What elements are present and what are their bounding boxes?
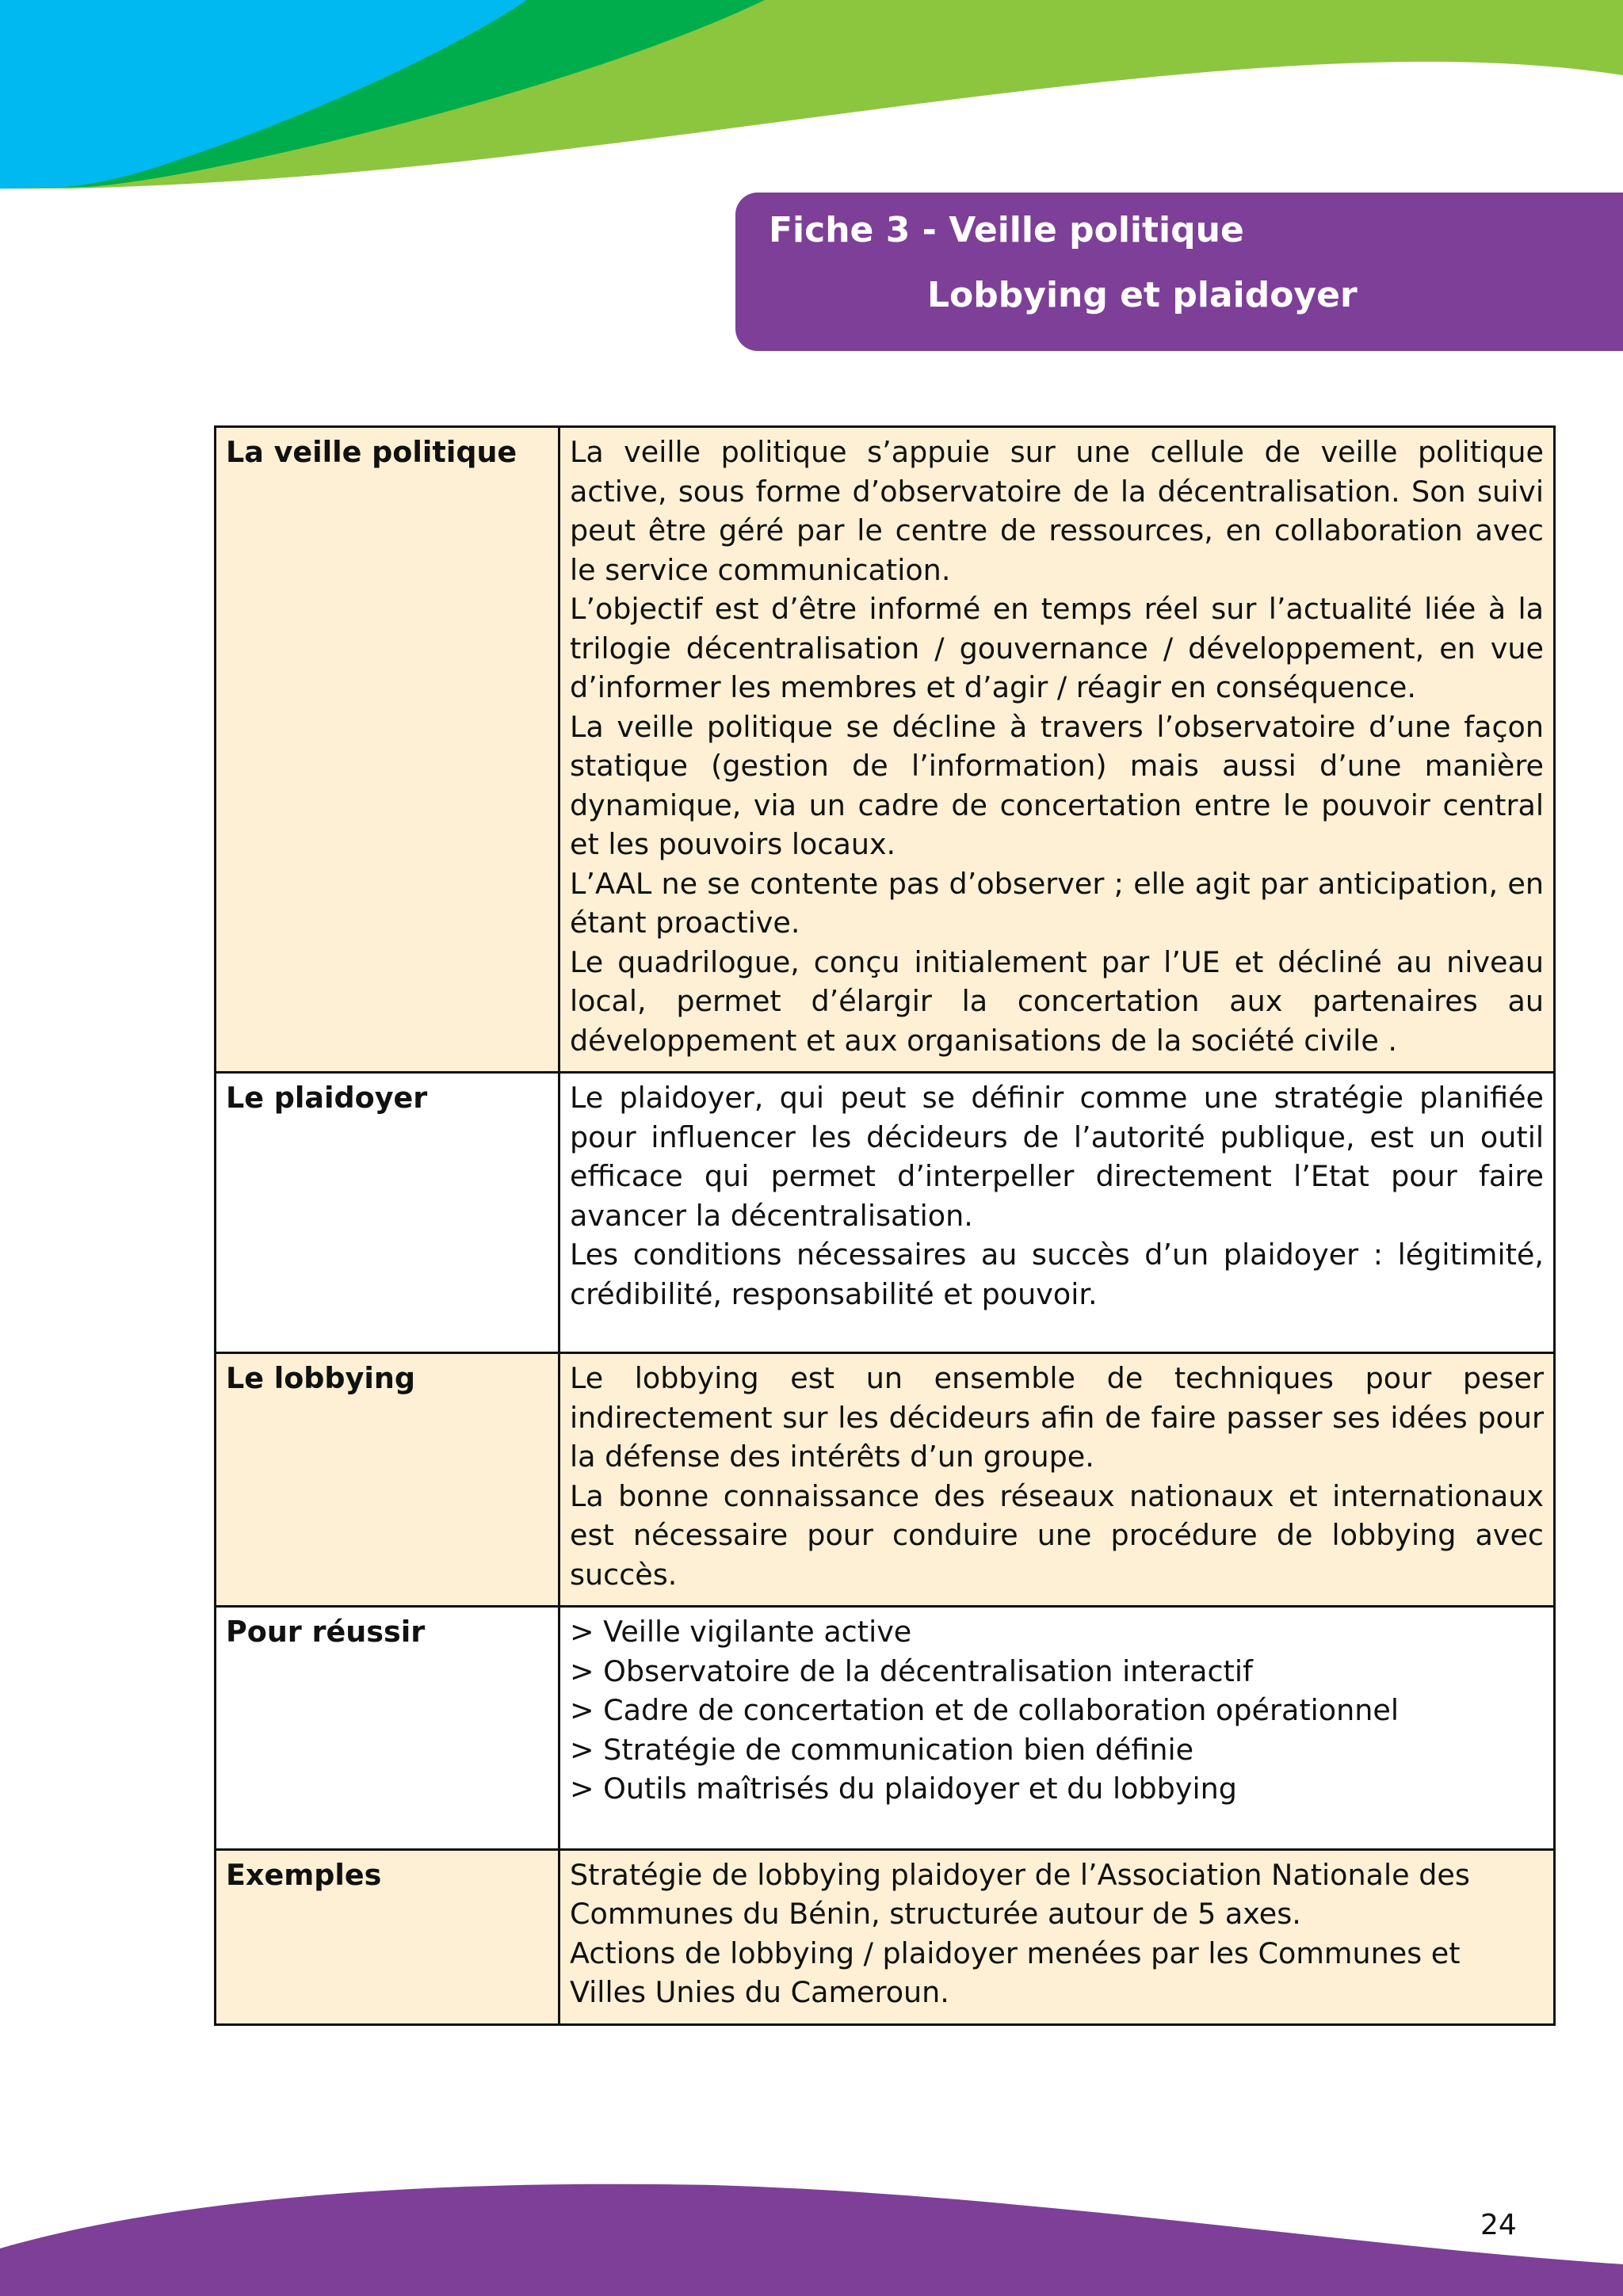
row-content bbox=[559, 1353, 1555, 1607]
paragraph: La bonne connaissance des réseaux nationaux et internationaux est nécessaire pour conduire une procédure de lobbying avec succès. bbox=[570, 1478, 1544, 1592]
fiche-title-banner bbox=[735, 193, 1623, 351]
paragraph: Le plaidoyer, qui peut se définir comme une stratégie planifiée pour influencer les décideurs de l’autorité publique, est un outil efficace qui permet d’interpeller directement l’Etat pour faire avancer la décentralisation. bbox=[570, 1081, 1544, 1233]
row-label: La veille politique bbox=[216, 427, 559, 1073]
row-content bbox=[559, 1073, 1555, 1353]
table-row-lobbying bbox=[216, 1353, 1555, 1607]
paragraph: Le lobbying est un ensemble de techniques pour peser indirectement sur les décideurs afin de faire passer ses idées pour la défense des intérêts d’un groupe. bbox=[570, 1361, 1544, 1474]
paragraph: Stratégie de lobbying plaidoyer de l’Association Nationale des Communes du Bénin, structurée autour de 5 axes. bbox=[570, 1857, 1470, 1931]
paragraph: La veille politique s’appuie sur une cellule de veille politique active, sous forme d’observatoire de la décentralisation. Son suivi peut être géré par le centre de ressources, en collaboration avec le service communication. bbox=[570, 435, 1544, 587]
paragraph: Les conditions nécessaires au succès d’un plaidoyer : légitimité, crédibilité, responsabilité et pouvoir. bbox=[570, 1238, 1544, 1311]
list-item: > Veille vigilante active bbox=[570, 1615, 912, 1649]
paragraph: L’AAL ne se contente pas d’observer ; elle agit par anticipation, en étant proactive. bbox=[570, 866, 1544, 940]
row-label: Exemples bbox=[216, 1849, 559, 2024]
paragraph: La veille politique se décline à travers l’observatoire d’une façon statique (gestion de l’information) mais aussi d’une manière dynamique, via un cadre de concertation entre le pouvoir central et les pouvoirs locaux. bbox=[570, 709, 1544, 861]
paragraph: Le quadrilogue, conçu initialement par l’UE et décliné au niveau local, permet d’élargir la concertation aux partenaires au développement et aux organisations de la société civile . bbox=[570, 944, 1544, 1058]
table-row-pour-reussir bbox=[216, 1607, 1555, 1850]
list-item: > Cadre de concertation et de collaboration opérationnel bbox=[570, 1693, 1399, 1727]
bottom-wave-decoration bbox=[0, 2171, 1623, 2296]
success-list bbox=[570, 1612, 1544, 1809]
row-content bbox=[559, 1607, 1555, 1850]
paragraph: L’objectif est d’être informé en temps réel sur l’actualité liée à la trilogie décentralisation / gouvernance / développement, en vue d’informer les membres et d’agir / réagir en conséquence. bbox=[570, 592, 1544, 704]
fiche-title: Fiche 3 - Veille politique bbox=[769, 210, 1244, 250]
row-label: Le plaidoyer bbox=[216, 1073, 559, 1353]
fiche-subtitle: Lobbying et plaidoyer bbox=[927, 275, 1358, 315]
table-row-plaidoyer bbox=[216, 1073, 1555, 1353]
page-number: 24 bbox=[1480, 2209, 1517, 2241]
list-item: > Stratégie de communication bien définie bbox=[570, 1732, 1194, 1767]
row-label: Pour réussir bbox=[216, 1607, 559, 1850]
list-item: > Observatoire de la décentralisation interactif bbox=[570, 1653, 1253, 1688]
list-item: > Outils maîtrisés du plaidoyer et du lobbying bbox=[570, 1772, 1237, 1806]
table-row-exemples bbox=[216, 1849, 1555, 2024]
fiche-table bbox=[214, 425, 1556, 2026]
row-content bbox=[559, 1849, 1555, 2024]
row-content bbox=[559, 427, 1555, 1073]
paragraph: Actions de lobbying / plaidoyer menées par les Communes et Villes Unies du Cameroun. bbox=[570, 1936, 1461, 2009]
row-label: Le lobbying bbox=[216, 1353, 559, 1607]
purple-wave bbox=[0, 2184, 1623, 2296]
table-row-veille-politique bbox=[216, 427, 1555, 1073]
top-wave-decoration bbox=[0, 0, 1623, 190]
